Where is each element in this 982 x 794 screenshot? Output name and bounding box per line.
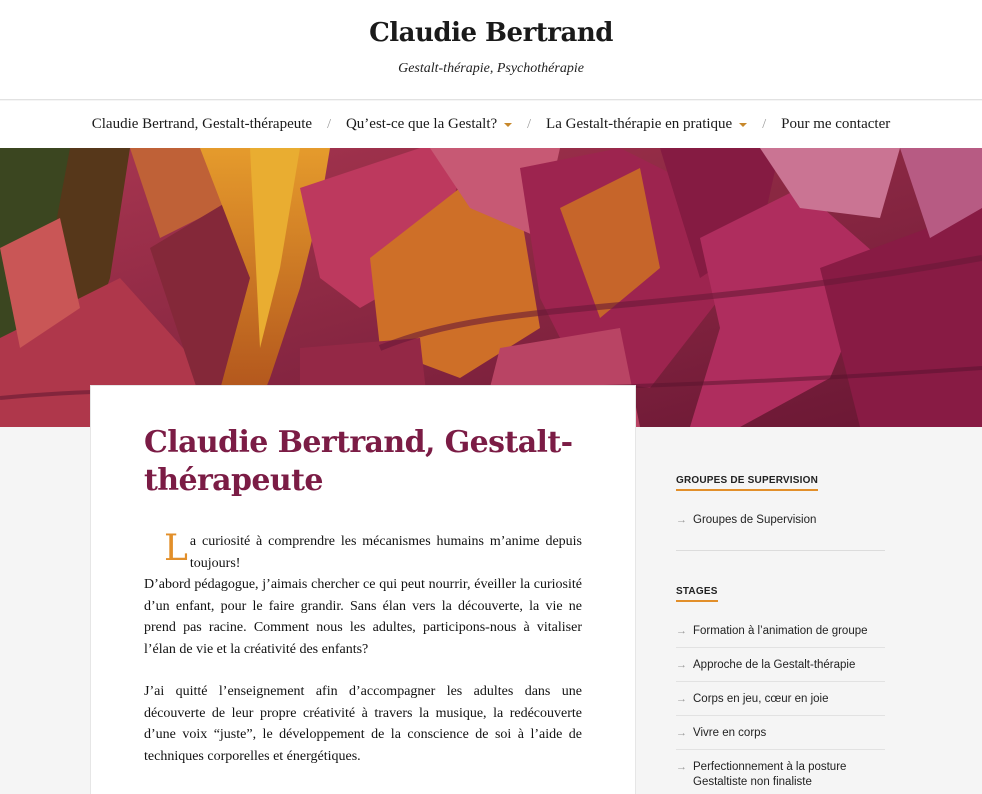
widget-supervision bbox=[676, 470, 885, 536]
arrow-right-icon: → bbox=[676, 625, 687, 637]
nav-item-label: Pour me contacter bbox=[781, 116, 891, 132]
chevron-down-icon bbox=[739, 123, 747, 127]
nav-item-gestalt[interactable] bbox=[346, 116, 512, 133]
nav-item-contact[interactable] bbox=[781, 116, 890, 133]
article-paragraph-2: J’ai quitté l’enseignement afin d’accompagner les adultes dans une découverte de leur propre créativité à travers la musique, la redécouverte d’une voix “juste”, le développement de la conscience de soi à l’aide de techniques corporelles et énergétiques. bbox=[144, 684, 582, 764]
nav-item-label: Qu’est-ce que la Gestalt? bbox=[345, 116, 498, 132]
nav-item-label: Claudie Bertrand, Gestalt-thérapeute bbox=[91, 116, 313, 132]
main-content bbox=[90, 385, 636, 794]
main-navigation bbox=[0, 101, 982, 148]
widget-stages bbox=[676, 581, 885, 794]
site-tagline: Gestalt-thérapie, Psychothérapie bbox=[398, 61, 584, 76]
article-title: Claudie Bertrand, Gestalt-thérapeute bbox=[144, 425, 573, 498]
widget-list bbox=[676, 614, 885, 794]
paragraph-text: a curiosité à comprendre les mécanismes humains m’anime depuis toujours! bbox=[189, 534, 582, 571]
sidebar-link-stage[interactable] bbox=[676, 716, 885, 750]
widget-title: GROUPES DE SUPERVISION bbox=[676, 475, 818, 491]
widget-title: STAGES bbox=[676, 586, 718, 602]
link-label: Vivre en corps bbox=[693, 727, 767, 739]
arrow-right-icon: → bbox=[676, 514, 687, 526]
nav-item-home[interactable] bbox=[92, 116, 312, 133]
arrow-right-icon: → bbox=[676, 761, 687, 773]
dropcap-letter: L bbox=[164, 528, 188, 569]
paragraph-text: D’abord pédagogue, j’aimais chercher ce qui peut nourrir, éveiller la curiosité d’un enfant, pour le faire grandir. Sans élan vers la découverte, la vie ne prend pas racine. Comment nous les adultes, participons-nous à vitaliser l’élan de vie et la créativité des enfants? bbox=[144, 577, 582, 657]
sidebar-link-stage[interactable] bbox=[676, 648, 885, 682]
link-label: Corps en jeu, cœur en joie bbox=[693, 693, 829, 705]
sidebar-link-stage[interactable] bbox=[676, 614, 885, 648]
site-header bbox=[0, 0, 982, 100]
site-title[interactable]: Claudie Bertrand bbox=[369, 18, 613, 48]
sidebar-link-supervision[interactable] bbox=[676, 503, 885, 536]
sidebar-link-stage[interactable] bbox=[676, 682, 885, 716]
link-label: Groupes de Supervision bbox=[693, 514, 817, 526]
arrow-right-icon: → bbox=[676, 727, 687, 739]
nav-item-pratique[interactable] bbox=[546, 116, 747, 133]
article-paragraph-1 bbox=[144, 528, 582, 660]
nav-separator: / bbox=[527, 116, 532, 132]
nav-separator: / bbox=[327, 116, 331, 132]
link-label: Perfectionnement à la posture Gestaltiste non finaliste bbox=[693, 761, 847, 788]
link-label: Approche de la Gestalt-thérapie bbox=[693, 659, 856, 671]
chevron-down-icon bbox=[504, 123, 512, 127]
link-label: Formation à l’animation de groupe bbox=[693, 625, 868, 637]
nav-separator: / bbox=[762, 116, 767, 132]
arrow-right-icon: → bbox=[676, 693, 687, 705]
arrow-right-icon: → bbox=[676, 659, 687, 671]
sidebar-link-stage[interactable] bbox=[676, 750, 885, 794]
widget-divider bbox=[676, 550, 885, 551]
nav-item-label: La Gestalt-thérapie en pratique bbox=[546, 116, 733, 132]
widget-list bbox=[676, 503, 885, 536]
sidebar bbox=[676, 470, 885, 794]
